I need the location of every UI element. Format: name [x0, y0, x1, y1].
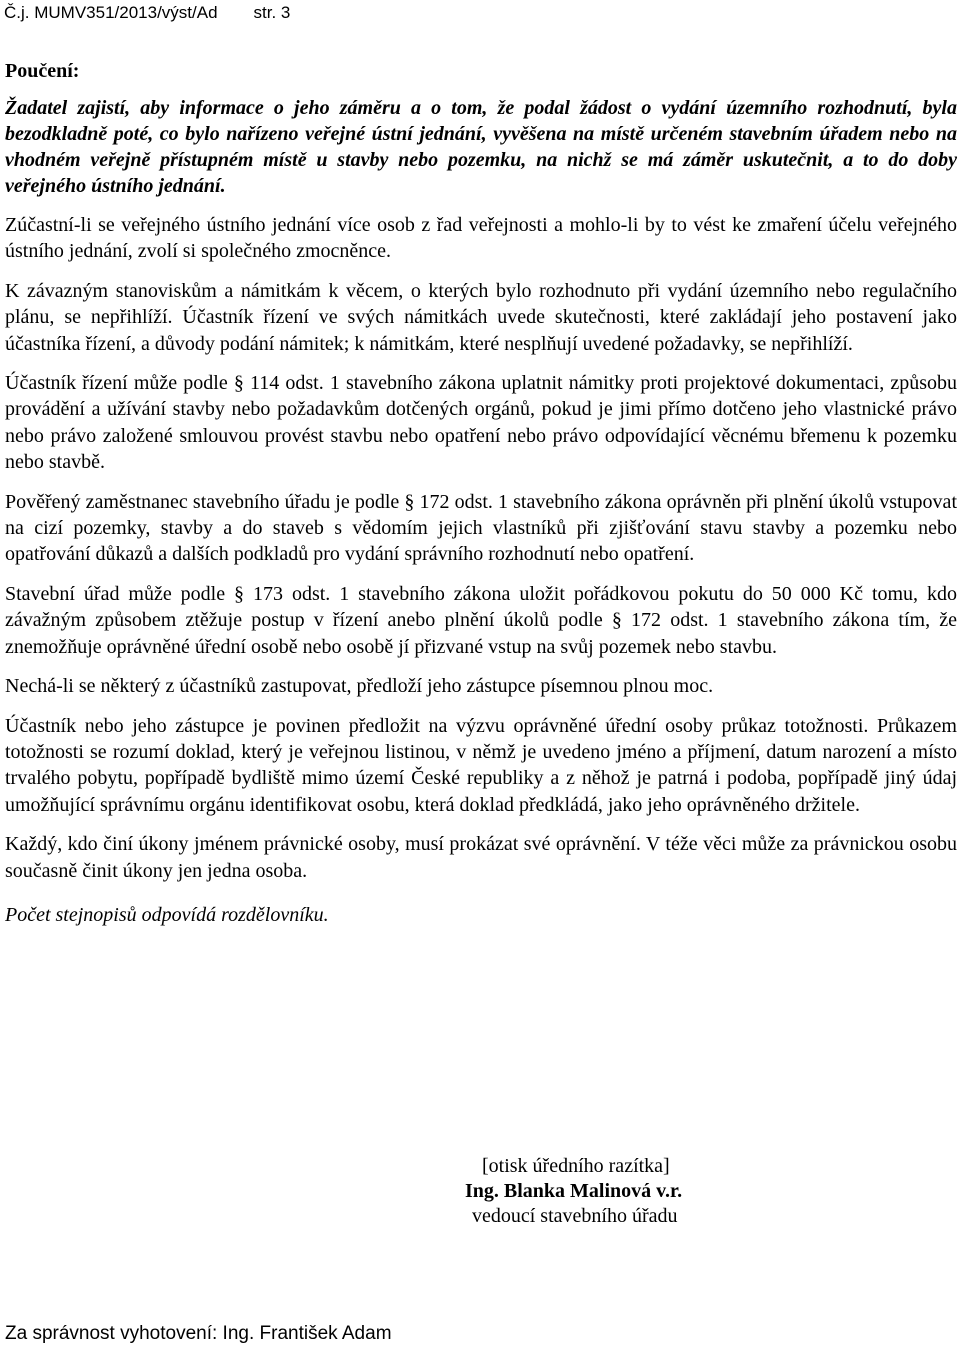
- paragraph-legal-entity: Každý, kdo činí úkony jménem právnické osoby, musí prokázat své oprávnění. V téže věci může za právnickou osobu současně činit úkony jen jedna osoba.: [5, 833, 957, 882]
- paragraph-section-173: Stavební úřad může podle § 173 odst. 1 stavebního zákona uložit pořádkovou pokutu do 50 000 Kč tomu, kdo závažným způsobem ztěžuje postup v řízení anebo plnění úkolů podle § 172 odst. 1 stavebního zákona tím, že znemožňuje oprávněné úřední osobě nebo osobě jí přizvané vstup na svůj pozemek nebo stavbu.: [5, 582, 957, 658]
- paragraph-applicant-notice: Žadatel zajistí, aby informace o jeho záměru a o tom, že podal žádost o vydání územního rozhodnutí, byla bezodkladně poté, co bylo nařízeno veřejné ústní jednání, vyvěšena na místě určeném stavebním úřadem nebo na vhodném veřejně přístupném místě u stavby nebo pozemku, na nichž se má záměr uskutečnit, a to do doby veřejného ústního jednání.: [5, 97, 957, 197]
- document-body: [5, 58, 957, 941]
- paragraph-section-114: Účastník řízení může podle § 114 odst. 1 stavebního zákona uplatnit námitky proti projektové dokumentaci, způsobu provádění a užívání stavby nebo požadavkům dotčených orgánů, pokud je jimi přímo dotčeno jeho vlastnické právo nebo právo založené smlouvou provést stavbu nebo opatření nebo právo odpovídající věcnému břemenu k pozemku nebo stavbě.: [5, 372, 957, 474]
- paragraph-section-172: Pověřený zaměstnanec stavebního úřadu je podle § 172 odst. 1 stavebního zákona oprávněn při plnění úkolů vstupovat na cizí pozemky, stavby a do staveb s vědomím jejich vlastníků při zjišťování stavu stavby a pozemku nebo opatřování důkazů a dalších podkladů pro vydání správního rozhodnutí nebo opatření.: [5, 490, 957, 566]
- signatory-role: vedoucí stavebního úřadu: [472, 1205, 678, 1227]
- document-header: [4, 3, 290, 23]
- instructions-heading: Poučení:: [5, 60, 80, 82]
- page-number: str. 3: [253, 3, 291, 22]
- signature-block: [440, 1154, 770, 1229]
- paragraph-copies: Počet stejnopisů odpovídá rozdělovníku.: [5, 903, 329, 926]
- signatory-name: Ing. Blanka Malinová v.r.: [465, 1180, 683, 1202]
- paragraph-common-agent: Zúčastní-li se veřejného ústního jednání více osob z řad veřejnosti a mohlo-li by to vést ke zmaření účelu veřejného ústního jednání, zvolí si společného zmocněnce.: [5, 214, 957, 263]
- reference-number: Č.j. MUMV351/2013/výst/Ad: [4, 3, 218, 22]
- paragraph-objections: K závazným stanoviskům a námitkám k věcem, o kterých bylo rozhodnuto při vydání územního nebo regulačního plánu, se nepřihlíží. Účastník řízení ve svých námitkách uvede skutečnosti, které zakládají jeho postavení jako účastníka řízení, a důvody podání námitek; k námitkám, které nesplňují uvedené požadavky, se nepřihlíží.: [5, 279, 957, 355]
- paragraph-power-of-attorney: Nechá-li se některý z účastníků zastupovat, předloží jeho zástupce písemnou plnou moc.: [5, 675, 714, 698]
- footer-certification: Za správnost vyhotovení: Ing. František Adam: [5, 1323, 392, 1344]
- stamp-note: [otisk úředního razítka]: [482, 1155, 670, 1177]
- paragraph-identity-card: Účastník nebo jeho zástupce je povinen předložit na výzvu oprávněné úřední osoby průkaz totožnosti. Průkazem totožnosti se rozumí doklad, který je veřejnou listinou, v němž je uvedeno jméno a příjmení, datum narození a místo trvalého pobytu, popřípadě bydliště mimo území České republiky a z něhož je patrná i podoba, popřípadě jiný údaj umožňující správnímu orgánu identifikovat osobu, která doklad předkládá, jako jeho oprávněného držitele.: [5, 714, 957, 816]
